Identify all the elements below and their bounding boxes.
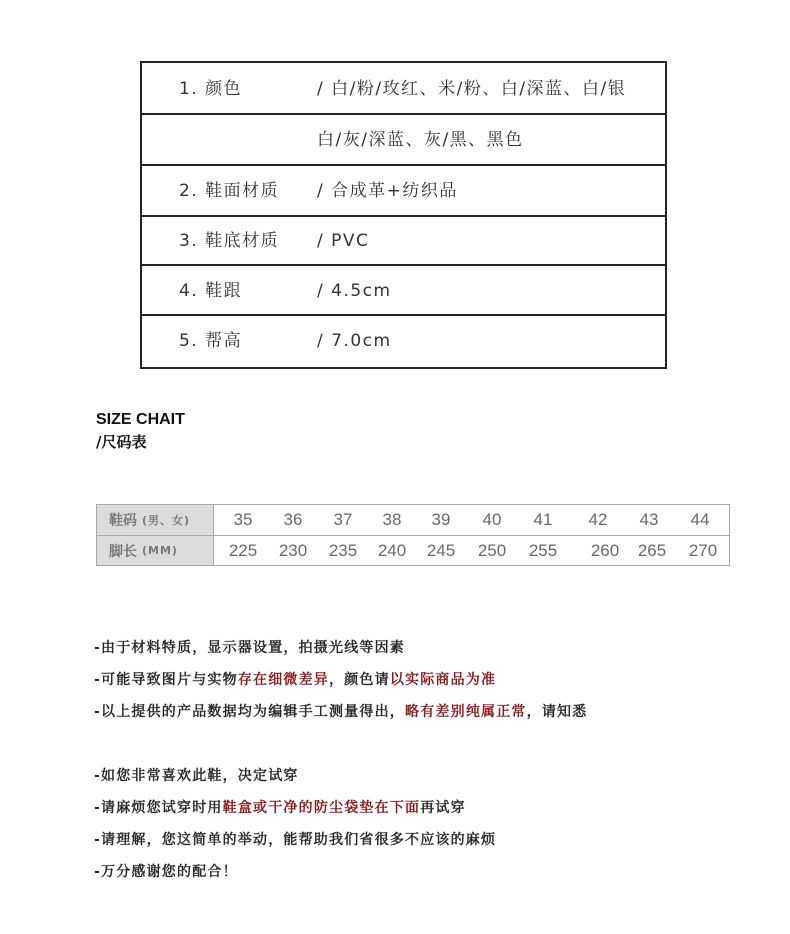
note-line (94, 670, 496, 690)
note-text: ，颜色请 (329, 672, 390, 688)
spec-value: / 白/粉/玫红、米/粉、白/深蓝、白/银 (317, 79, 627, 99)
spec-label: 2. 鞋面材质 (179, 181, 280, 201)
spec-label: 3. 鞋底材质 (179, 231, 280, 251)
size-cell: 43 (639, 510, 659, 529)
size-row-label: 鞋码 (109, 513, 137, 529)
spec-value: 白/灰/深蓝、灰/黑、黑色 (317, 130, 524, 150)
note-highlight: 略有差别纯属正常 (405, 704, 527, 720)
size-chart-title: SIZE CHAIT (96, 411, 185, 428)
size-row-label: 脚长 (109, 543, 137, 560)
size-cell: 41 (533, 510, 553, 529)
size-row-label-note: (男、女) (142, 514, 191, 527)
size-cell: 265 (637, 540, 667, 560)
size-cell: 40 (482, 510, 502, 529)
note-text: -请麻烦您试穿时用 (94, 800, 223, 816)
note-text: -万分感谢您的配合！ (94, 864, 238, 880)
size-row-header (97, 536, 214, 565)
size-cell: 245 (426, 540, 456, 560)
size-row-foot-length (97, 536, 729, 565)
size-row-shoe-size (97, 505, 729, 536)
note-text: -由于材料特质，显示器设置，拍摄光线等因素 (94, 640, 406, 656)
spec-label: 1. 颜色 (179, 79, 243, 99)
note-highlight: 鞋盒或干净的防尘袋垫在下面 (222, 800, 421, 816)
size-cell: 255 (528, 540, 558, 560)
size-cell: 38 (382, 510, 402, 529)
size-cell: 260 (590, 540, 620, 560)
spec-label: 4. 鞋跟 (179, 281, 243, 301)
size-cell: 270 (688, 540, 718, 560)
note-highlight: 存在细微差异 (237, 672, 330, 688)
size-cell: 240 (377, 540, 407, 560)
size-cell: 225 (228, 540, 258, 560)
note-line (94, 830, 496, 850)
size-cell: 35 (233, 510, 253, 529)
size-table (96, 504, 730, 566)
spec-label: 5. 帮高 (179, 331, 243, 351)
spec-value: / 4.5cm (317, 281, 392, 301)
note-line (94, 702, 587, 722)
spec-row-sole-material (142, 217, 665, 266)
note-text: 再试穿 (420, 800, 466, 816)
spec-row-shaft-height (142, 316, 665, 367)
spec-value: / 合成革+纺织品 (317, 181, 458, 201)
size-cell: 235 (328, 540, 358, 560)
note-text: ，请知悉 (526, 704, 588, 720)
note-text: -如您非常喜欢此鞋，决定试穿 (94, 768, 299, 784)
note-text: -以上提供的产品数据均为编辑手工测量得出， (94, 704, 406, 720)
note-text: -可能导致图片与实物 (94, 672, 238, 688)
size-cell: 42 (588, 510, 608, 529)
size-cell: 230 (278, 540, 308, 560)
spec-value: / 7.0cm (317, 331, 392, 351)
note-highlight: 以实际商品为准 (389, 672, 497, 688)
note-text: -请理解，您这简单的举动，能帮助我们省很多不应该的麻烦 (94, 832, 497, 848)
spec-table (140, 61, 667, 369)
size-cell: 37 (333, 510, 353, 529)
spec-row-color (142, 63, 665, 115)
spec-row-color-continued (142, 115, 665, 166)
size-cell: 36 (283, 510, 303, 529)
size-row-header (97, 505, 214, 535)
spec-value: / PVC (317, 231, 370, 251)
note-line (94, 766, 299, 786)
note-line (94, 638, 405, 658)
spec-row-heel (142, 266, 665, 316)
note-line (94, 798, 466, 818)
spec-row-upper-material (142, 166, 665, 217)
size-row-label-note: (MM) (142, 544, 178, 557)
size-cell: 39 (431, 510, 451, 529)
size-cell: 44 (690, 510, 710, 529)
size-cell: 250 (477, 540, 507, 560)
size-chart-subtitle: /尺码表 (96, 433, 147, 451)
note-line (94, 862, 238, 882)
